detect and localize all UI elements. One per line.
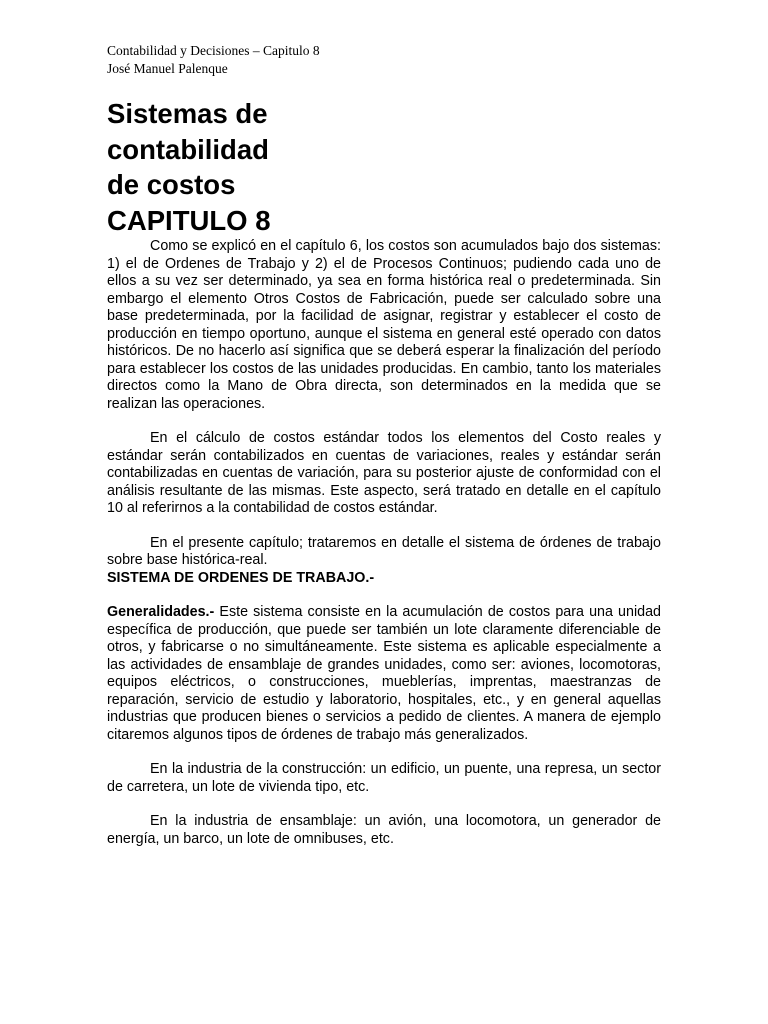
paragraph-ensamblaje: En la industria de ensamblaje: un avión, una locomotora, un generador de energía, un barco, un lote de omnibuses, etc. (107, 813, 661, 847)
paragraph-generalidades (107, 604, 661, 744)
section-heading: SISTEMA DE ORDENES DE TRABAJO.- (107, 569, 375, 586)
chapter-title (107, 96, 661, 238)
chapter-title-line-3: de costos (107, 169, 236, 200)
generalidades-body: Este sistema consiste en la acumulación de costos para una unidad específica de producción, que puede ser también un lote claramente diferenciable de otros, y fabricarse o no simultáneamente. Este sistema es aplicable especialmente a las actividades de ensamblaje de grandes unidades, como ser: aviones, locomotoras, equipos eléctricos, o construcciones, mueblerías, imprentas, maestranzas de reparación, servicio de estudio y laboratorio, hospitales, etc., y en general aquellas industrias que producen bienes o servicios a pedido de clientes. A manera de ejemplo citaremos algunos tipos de órdenes de trabajo más generalizados. (107, 604, 661, 743)
generalidades-lead: Generalidades.- (107, 604, 215, 620)
chapter-title-line-2: contabilidad (107, 133, 269, 165)
paragraph-construccion: En la industria de la construcción: un edificio, un puente, una represa, un sector de carretera, un lote de vivienda tipo, etc. (107, 761, 661, 795)
paragraph-intro: Como se explicó en el capítulo 6, los costos son acumulados bajo dos sistemas: 1) el de Ordenes de Trabajo y 2) el de Procesos Continuos; pudiendo cada uno de ellos a su vez ser determinado, ya sea en forma histórica real o predeterminada. Sin embargo el elemento Otros Costos de Fabricación, puede ser calculado sobre una base predeterminada, por la facilidad de asignar, registrar y establecer el costo de producción en tiempo oportuno, aunque el sistema en general esté operado con datos históricos. De no hacerlo así significa que se deberá esperar la finalización del período para establecer los costos de las unidades producidas. En cambio, tanto los materiales directos como la Mano de Obra directa, son determinados en la medida que se realizan las operaciones. (107, 238, 661, 412)
chapter-title-line-1: Sistemas de (107, 98, 268, 129)
chapter-title-line-4: CAPITULO 8 (107, 204, 271, 236)
running-header-author: José Manuel Palenque (107, 61, 228, 76)
paragraph-presente-capitulo: En el presente capítulo; trataremos en detalle el sistema de órdenes de trabajo sobre base histórica-real. (107, 534, 661, 568)
running-header-title: Contabilidad y Decisiones – Capitulo 8 (107, 43, 320, 58)
paragraph-costos-estandar: En el cálculo de costos estándar todos los elementos del Costo reales y estándar serán contabilizados en cuentas de variaciones, reales y estándar serán contabilizadas en cuentas de variación, para su posterior ajuste de conformidad con el análisis resultante de las mismas. Este aspecto, será tratado en detalle en el capítulo 10 al referirnos a la contabilidad de costos estándar. (107, 430, 661, 516)
document-page (107, 42, 661, 848)
